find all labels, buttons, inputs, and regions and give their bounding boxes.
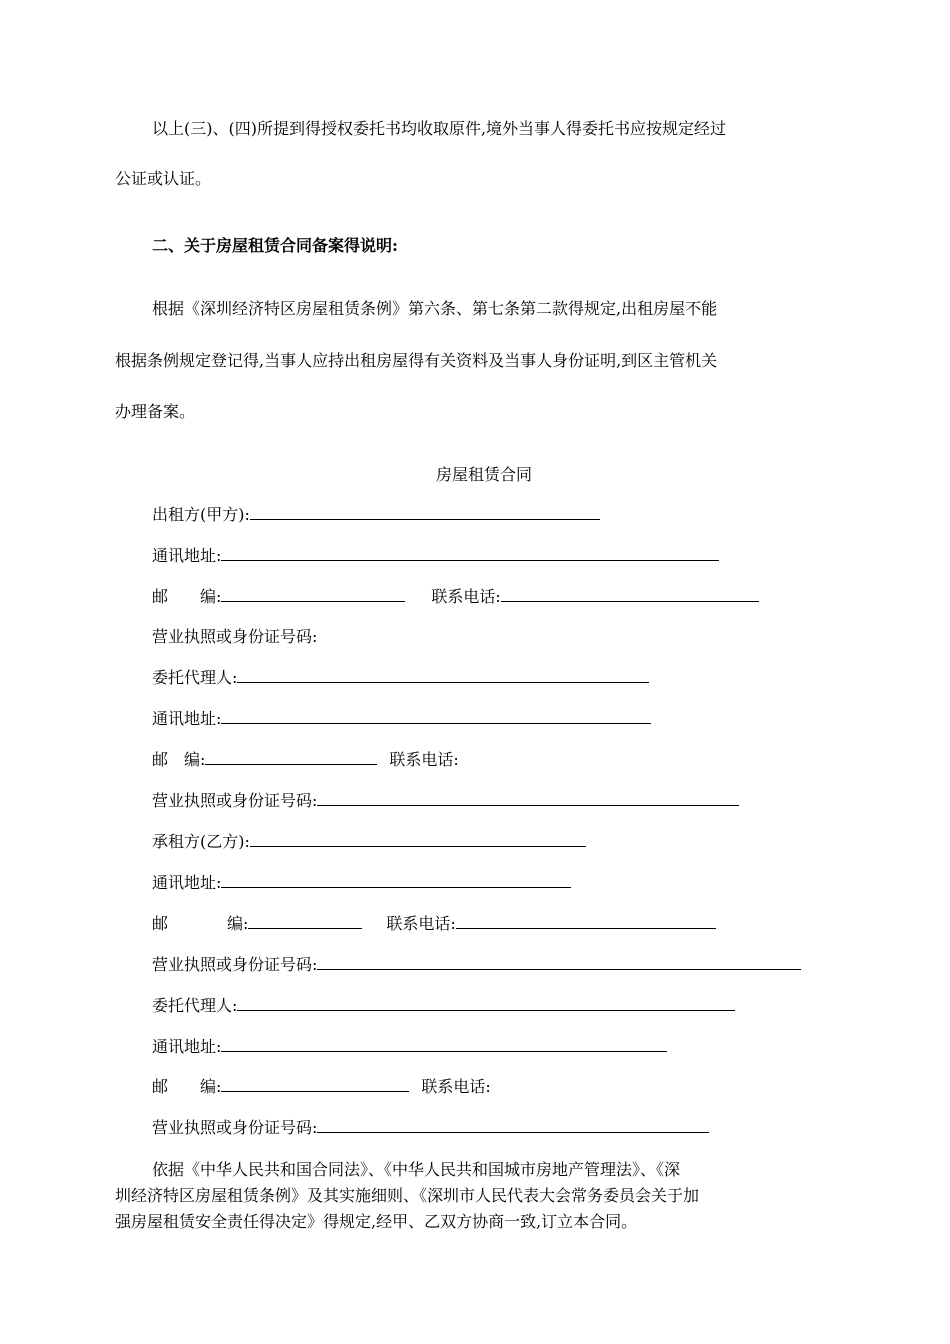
lessee-license-field[interactable]: [317, 954, 801, 970]
lessee-agent-postcode-row: [152, 1076, 491, 1097]
lessee-agent-postcode-field[interactable]: [221, 1076, 409, 1092]
lessee-phone-field[interactable]: [456, 913, 716, 929]
lessor-agent-postcode-row: [152, 749, 459, 770]
postcode-label-b: 编:: [200, 587, 222, 606]
license-label: 营业执照或身份证号码:: [152, 1118, 318, 1137]
lessor-agent-license-row: [152, 790, 739, 811]
postcode-label-a: 邮: [152, 1077, 169, 1096]
lessor-field[interactable]: [250, 504, 600, 520]
lessee-address-field[interactable]: [221, 872, 571, 888]
intro-line-2: 公证或认证。: [115, 169, 212, 188]
lessee-agent-address-row: [152, 1036, 667, 1057]
closing-line-1: 依据《中华人民共和国合同法》、《中华人民共和国城市房地产管理法》、《深: [152, 1160, 681, 1179]
agent-label: 委托代理人:: [152, 668, 238, 687]
license-label: 营业执照或身份证号码:: [152, 955, 318, 974]
lessee-agent-license-row: [152, 1117, 709, 1138]
postcode-label-b: 编:: [227, 914, 249, 933]
postcode-label-a: 邮: [152, 587, 169, 606]
lessor-agent-field[interactable]: [237, 667, 649, 683]
section-heading: 二、关于房屋租赁合同备案得说明:: [152, 236, 398, 255]
postcode-label-a: 邮: [152, 914, 169, 933]
lessee-field[interactable]: [250, 831, 586, 847]
address-label: 通讯地址:: [152, 1037, 222, 1056]
lessor-license-row: [152, 627, 317, 647]
lessor-label: 出租方(甲方):: [152, 505, 250, 524]
license-label: 营业执照或身份证号码:: [152, 627, 318, 646]
lessor-phone-field[interactable]: [501, 586, 759, 602]
address-label: 通讯地址:: [152, 709, 222, 728]
lessor-agent-license-field[interactable]: [317, 790, 739, 806]
phone-label: 联系电话:: [431, 587, 501, 606]
lessee-row: [152, 831, 586, 852]
lessor-agent-address-row: [152, 708, 651, 729]
postcode-label-b: 编:: [200, 1077, 222, 1096]
phone-label: 联系电话:: [386, 914, 456, 933]
section-line-3: 办理备案。: [115, 402, 196, 421]
address-label: 通讯地址:: [152, 546, 222, 565]
lessee-label: 承租方(乙方):: [152, 832, 250, 851]
intro-line-1: 以上(三)、(四)所提到得授权委托书均收取原件,境外当事人得委托书应按规定经过: [152, 119, 727, 138]
closing-line-3: 强房屋租赁安全责任得决定》得规定,经甲、乙双方协商一致,订立本合同。: [115, 1212, 638, 1231]
postcode-label-b: 编:: [184, 750, 206, 769]
address-label: 通讯地址:: [152, 873, 222, 892]
lessee-postcode-row: [152, 913, 716, 934]
lessee-license-row: [152, 954, 801, 975]
lessee-agent-address-field[interactable]: [221, 1036, 667, 1052]
phone-label: 联系电话:: [421, 1077, 491, 1096]
section-line-2: 根据条例规定登记得,当事人应持出租房屋得有关资料及当事人身份证明,到区主管机关: [115, 351, 718, 370]
lessor-agent-postcode-field[interactable]: [205, 749, 377, 765]
lessor-row: [152, 504, 600, 525]
lessor-agent-row: [152, 667, 649, 688]
contract-title: 房屋租赁合同: [436, 465, 533, 484]
lessor-address-row: [152, 545, 719, 566]
license-label: 营业执照或身份证号码:: [152, 791, 318, 810]
lessee-postcode-field[interactable]: [248, 913, 362, 929]
lessor-postcode-row: [152, 586, 759, 607]
closing-line-2: 圳经济特区房屋租赁条例》及其实施细则、《深圳市人民代表大会常务委员会关于加: [115, 1186, 700, 1205]
lessee-agent-field[interactable]: [237, 995, 735, 1011]
lessor-address-field[interactable]: [221, 545, 719, 561]
postcode-label-a: 邮: [152, 750, 169, 769]
lessee-address-row: [152, 872, 571, 893]
phone-label: 联系电话:: [389, 750, 459, 769]
agent-label: 委托代理人:: [152, 996, 238, 1015]
section-line-1: 根据《深圳经济特区房屋租赁条例》第六条、第七条第二款得规定,出租房屋不能: [152, 299, 718, 318]
lessee-agent-license-field[interactable]: [317, 1117, 709, 1133]
lessee-agent-row: [152, 995, 735, 1016]
lessor-agent-address-field[interactable]: [221, 708, 651, 724]
lessor-postcode-field[interactable]: [221, 586, 405, 602]
